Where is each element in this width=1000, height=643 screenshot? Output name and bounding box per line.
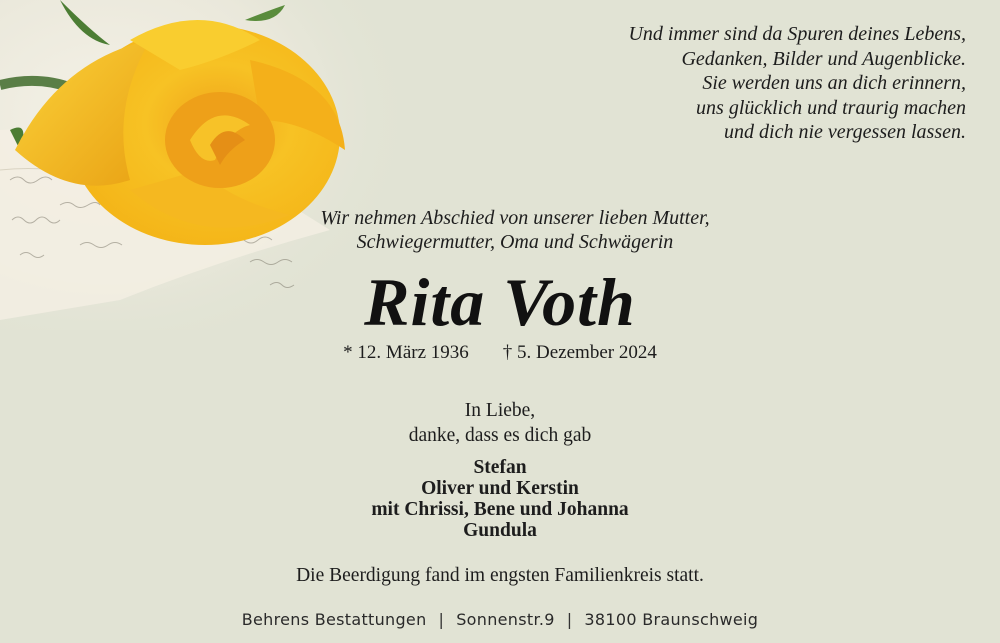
birth-date: * 12. März 1936 xyxy=(343,342,469,363)
mourner-name: Stefan xyxy=(473,457,527,478)
funeral-home-name: Behrens Bestattungen xyxy=(241,610,427,629)
mourners-list xyxy=(0,457,1000,541)
death-date: † 5. Dezember 2024 xyxy=(502,342,657,363)
funeral-home-city: 38100 Braunschweig xyxy=(584,610,759,629)
farewell-intro xyxy=(0,206,1000,254)
love-line: In Liebe, xyxy=(464,400,536,421)
funeral-note: Die Beerdigung fand im engsten Familienkreis statt. xyxy=(296,565,704,586)
memorial-verse xyxy=(506,22,966,145)
verse-line: Sie werden uns an dich erinnern, xyxy=(702,72,966,94)
footer-separator: | xyxy=(438,610,445,629)
verse-line: uns glücklich und traurig machen xyxy=(696,96,966,119)
verse-line: und dich nie vergessen lassen. xyxy=(724,121,966,143)
intro-line: Wir nehmen Abschied von unserer lieben Mutter, xyxy=(320,207,710,229)
mourner-name: Oliver und Kerstin xyxy=(421,478,579,499)
verse-line: Und immer sind da Spuren deines Lebens, xyxy=(628,23,966,45)
intro-line: Schwiegermutter, Oma und Schwägerin xyxy=(356,231,674,253)
love-message xyxy=(0,398,1000,448)
deceased-name: Rita Voth xyxy=(364,264,636,340)
verse-line: Gedanken, Bilder und Augenblicke. xyxy=(681,47,966,70)
love-line: danke, dass es dich gab xyxy=(408,425,592,446)
footer-separator: | xyxy=(566,610,573,629)
life-dates xyxy=(0,341,1000,365)
funeral-home-street: Sonnenstr.9 xyxy=(456,610,555,629)
mourner-name: mit Chrissi, Bene und Johanna xyxy=(371,499,629,520)
funeral-home-footer xyxy=(0,608,1000,632)
mourner-name: Gundula xyxy=(463,520,537,541)
